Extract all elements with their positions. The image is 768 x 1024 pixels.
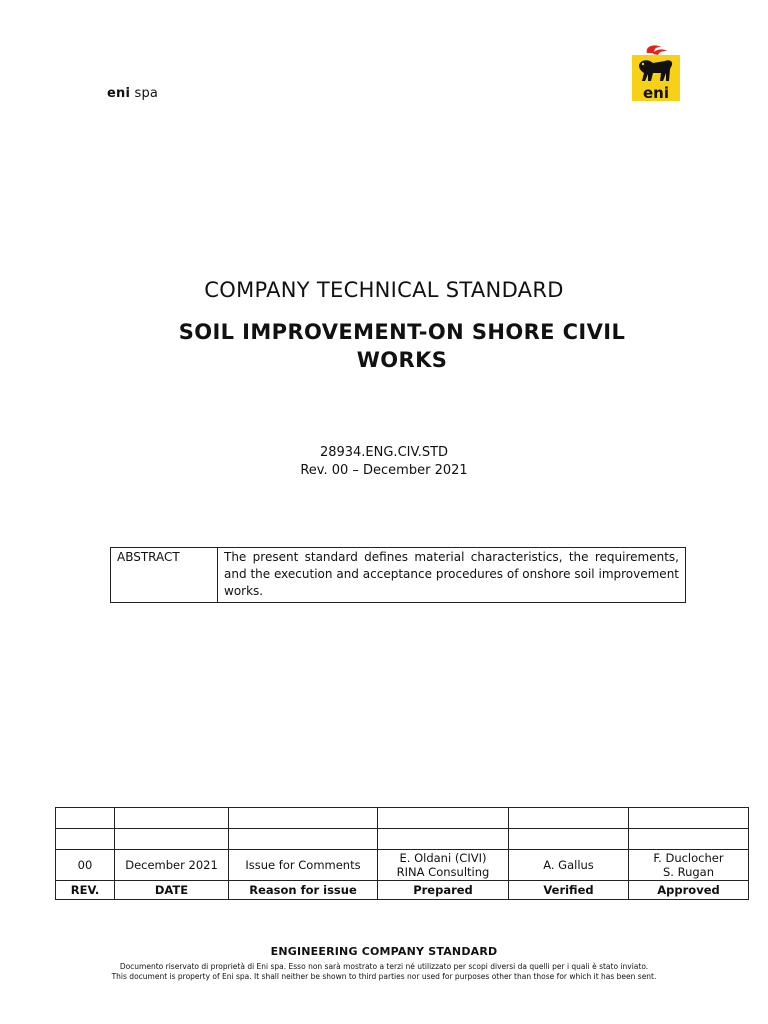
six-legged-dog-icon [631,43,681,101]
company-name [107,86,158,101]
prepared-company: RINA Consulting [396,865,490,879]
logo-text: eni [643,84,669,101]
footer-note [0,962,768,981]
table-row-empty [56,808,749,829]
header-reason: Reason for issue [229,881,378,900]
revision-table [55,807,749,900]
approved-name-1: F. Duclocher [653,851,724,865]
table-header-row [56,881,749,900]
document-title: SOIL IMPROVEMENT-ON SHORE CIVIL WORKS [178,320,626,372]
abstract-text: The present standard defines material characteristics, the requirements, and the execution and acceptance procedures of onshore soil improvement works. [218,548,686,603]
header-rev: REV. [56,881,115,900]
approved-name-2: S. Rugan [662,865,714,879]
document-revision: Rev. 00 – December 2021 [300,463,468,478]
abstract-table [110,547,686,603]
approved-cell [629,850,749,881]
document-code: 28934.ENG.CIV.STD [319,445,449,460]
document-code-block [0,444,768,480]
prepared-name: E. Oldani (CIVI) [399,851,487,865]
footer-title: ENGINEERING COMPANY STANDARD [270,945,498,958]
header-date: DATE [115,881,229,900]
company-name-bold: eni [107,86,131,101]
table-row-empty [56,829,749,850]
footer-note-it: Documento riservato di proprietà di Eni spa. Esso non sarà mostrato a terzi né utilizzato per scopi diversi da quelli per i quali è stato inviato. [119,962,649,971]
document-type: COMPANY TECHNICAL STANDARD [204,278,564,302]
verified-cell: A. Gallus [509,850,629,881]
footer-note-en: This document is property of Eni spa. It shall neither be shown to third parties nor used for purposes other than those for which it has been sent. [111,971,657,981]
header-prepared: Prepared [378,881,509,900]
table-row [56,850,749,881]
reason-cell: Issue for Comments [229,850,378,881]
header-verified: Verified [509,881,629,900]
header-approved: Approved [629,881,749,900]
prepared-cell [378,850,509,881]
rev-cell: 00 [56,850,115,881]
eni-logo [631,43,681,101]
abstract-label: ABSTRACT [111,548,218,603]
company-name-rest: spa [130,86,159,101]
date-cell: December 2021 [115,850,229,881]
